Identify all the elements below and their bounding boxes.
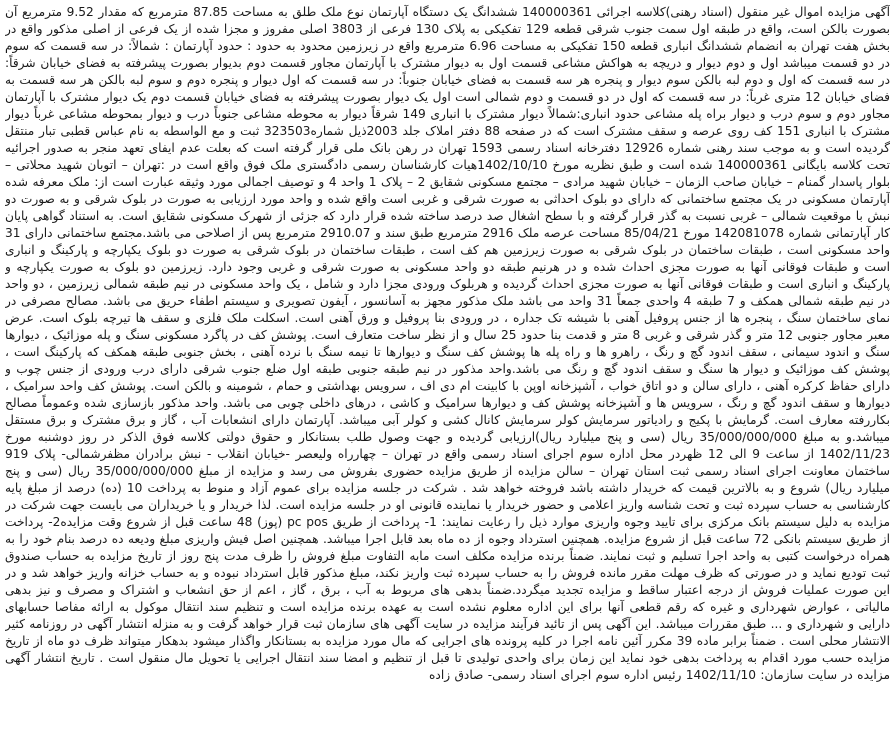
auction-notice-body: آگهی مزایده اموال غیر منقول (اسناد رهنی)کلاسه اجرائی 140000361 ششدانگ یک دستگاه آپارتمان نوع ملک طلق به مساحت 87.85 مترمربع که مقدار 9.52 مترمربع آن بصورت بالکن است، واقع در طبقه اول سمت جنوب شرقی قطعه 129 تفکیکی به پلاک 130 فرعی از 3803 اصلی مفروز و مجزا شده از یک فرعی از اصلی مذکور واقع در بخش هفت تهران به انضمام ششدانگ انباری قطعه 150 تفکیکی به مساحت 6.96 مترمربع واقع در زیرزمین محدود به حدود : حدود آپارتمان : شمالاً: در سه قسمت که سوم در دو قسمت میباشد اول و دوم دیوار و دریچه به هواکش مشاعی قسمت اول به دیوار مشترک با آپارتمان مجاور قسمت دوم بدیوار بصورت پیشرفته به فضای خیابان شرقاً: در سه قسمت که اول و دوم لبه بالکن سوم دیوار و پنجره هر سه قسمت به فضای خیابان جنوباً: در سه قسمت که اول دیوار و پنجره دوم و سوم لبه بالکن هر سه قسمت به فضای خیابان 12 متری غرباً: در سه قسمت که اول در دو قسمت و دوم شمالی است اول یک دیوار بصورت پیشرفته به فضای خیابان قسمت دوم یک دیوار مشترک با آپارتمان مجاور دوم و سوم درب و دیوار براه پله مشاعی حدود انباری:شمالاً دیوار مشترک با انباری 149 شرقاً دیوار به محوطه مشاعی جنوباً درب و دیوار بمحوطه مشاعی غرباً دیوار مشترک با انباری 151 کف روی عرصه و سقف مشترک است که در صفحه 88 دفتر املاک جلد 2003ذیل شماره323503 ثبت و مع الواسطه به نام عباس قطبی تبار منتقل گردیده است و به موجب سند رهنی شماره 12926 دفترخانه اسناد رسمی 1593 تهران در رهن بانک ملی قرار گرفته است که بعلت عدم ایفای تعهد منجر به صدور اجرائیه تحت کلاسه بایگانی 140000361 شده است و طبق نظریه مورخ 1402/10/10هیات کارشناسان رسمی دادگستری ملک فوق واقع است در :تهران – اتوبان شهید محلاتی – بلوار پاسدار گمنام – خیابان صاحب الزمان – خیابان شهید مرادی – مجتمع مسکونی شقایق 2 – پلاک 1 واحد 4 و توصیف اجمالی مورد وثیقه عبارت است از: ملک معرفه شده آپارتمان مسکونی در یک مجتمع ساختمانی که دارای دو بلوک احداثی به صورت شرقی و غربی است واقع شده و واحد مورد ارزیابی به صورت در بلوک شرقی و به صورت دو نبش با موقعیت شمالی – غربی نسبت به گذر قرار گرفته و با سطح اشغال صد درصد ساخته شده قرار دارد که جزئی از شهرک مسکونی شقایق است. به استناد گواهی پایان کار آپارتمانی شماره 142081078 مورخ 85/04/21 مساحت عرصه ملک 2916 مترمربع طبق سند و 2910.07 مترمربع پس از اصلاحی می باشد.مجتمع ساختمانی دارای 31 واحد مسکونی است ، طبقات ساختمان در بلوک شرقی به صورت زیرزمین هم کف است ، طبقات ساختمان در بلوک شرقی به صورت دو بلوک یکپارچه و پارکینگ و انباری است و طبقات فوقانی آنها به صورت مجزی احداث شده و در هرنیم طبقه دو واحد مسکونی به صورت شرقی و غربی وجود دارد. زیرزمین دو بلوک به صورت یکپارچه و پارکینگ و انباری است و طبقات فوقانی آنها به صورت مجزی احداث گردیده و هربلوک ورودی مجزا دارد و شامل ، یک واحد مسکونی در نیم طبقه شمالی زیرزمین ، دو واحد در نیم طبقه شمالی همکف و 7 طبقه 4 واحدی جمعاً 31 واحد می باشد ملک مذکور مجهز به آسانسور ، آیفون تصویری و سیستم اطفاء حریق می باشد. مصالح مصرفی در نمای ساختمان سنگ ، پنجره ها از جنس پروفیل آهنی با شیشه تک جداره ، در ورودی بنا پروفیل و ورق آهنی است. اسکلت ملک فلزی و سقف ها تیرچه بلوک است. عرض معبر مجاور جنوبی 12 متر و گذر شرقی و غربی 8 متر و قدمت بنا حدود 25 سال و از نظر ساخت متعارف است. پوشش کف در پاگرد مسکونی سنگ و پله موزائیک ، دیوارها سنگ و اندود سیمانی ، سقف اندود گچ و رنگ ، راهرو ها و راه پله ها پوشش کف سنگ و دیوارها تا نیمه سنگ با نرده آهنی ، بخش جنوبی طبقه همکف که پارکینگ است ، پوشش کف موزائیک و دیوار ها سنگ و سقف اندود گچ و رنگ می باشد.واحد مذکور در نیم طبقه جنوبی طبقه اول ضلع جنوب شرقی دارای درب ورودی از جنس چوب و دارای حفاظ کرکره آهنی ، دارای سالن و دو اتاق خواب ، آشپزخانه اوپن با کابینت ام دی اف ، سرویس بهداشتی و حمام ، شومینه و بالکن است. پوشش کف واحد سرامیک ، دیوارها و سقف اندود گچ و رنگ ، سرویس ها و آشپزخانه پوشش کف و دیوارها سرامیک و کاشی ، درهای داخلی چوبی می باشد. واحد مذکور بازسازی شده وعموماً مصالح بکاررفته معارف است. گرمایش با پکیج و رادیاتور سرمایش کولر سرمایش کانال کشی و کولر آبی میباشد. آپارتمان دارای انشعابات آب ، گاز و برق مشترک و برق مستقل میباشد.و به مبلغ 35/000/000/000 ریال (سی و پنج میلیارد ریال)ارزیابی گردیده و جهت وصول طلب بستانکار و حقوق دولتی کلاسه فوق الذکر در روز دوشنبه مورخ 1402/11/23 از ساعت 9 الی 12 ظهردر محل اداره سوم اجرای اسناد رسمی واقع در تهران – چهارراه ولیعصر -خیابان انقلاب - نبش برادران مظفرشمالی- پلاک 919 ساختمان معاونت اجرای اسناد رسمی ثبت استان تهران – سالن مزایده از طریق مزایده حضوری بفروش می رسد و مزایده از مبلغ 35/000/000/000 ریال (سی و پنج میلیارد ریال) شروع و به بالاترین قیمت که خریدار داشته باشد فروخته خواهد شد . شرکت در جلسه مزایده برای عموم آزاد و منوط به پرداخت 10 (ده) درصد از مبلغ پایه کارشناسی به حساب سپرده ثبت و تحت شناسه واریز اعلامی و حضور خریدار یا نماینده قانونی او در جلسه مزایده است. لذا خریدار و یا خریداران می بایست جهت شرکت در مزایده به دلیل سیستم بانک مرکزی برای تایید وجوه واریزی موارد ذیل را رعایت نمایند: 1- پرداخت از طریق pc pos (پوز) 48 ساعت قبل از شروع وقت مزایده2- پرداخت از طریق سیستم بانکی 72 ساعت قبل از شروع مزایده. همچنین استرداد وجوه از ده ماه بعد قابل اجرا میباشد. همچنین اصل فیش واریزی مبلغ ودیعه ده درصد بنام خود را به همراه درخواست کتبی به واحد اجرا تسلیم و ثبت نمایند. ضمناً برنده مزایده مکلف است مابه التفاوت مبلغ فروش را ظرف مدت پنج روز از تاریخ مزایده به حساب صندوق ثبت تودیع نماید و در صورتی که ظرف مهلت مقرر مانده فروش را به حساب سپرده ثبت واریز نکند، مبلغ مذکور قابل استرداد نبوده و به حساب خزانه واریز خواهد شد و در این صورت عملیات فروش از درجه اعتبار ساقط و مزایده تجدید میگردد.ضمناً بدهی های مربوط به آب ، برق ، گاز ، اعم از حق انشعاب و اشتراک و مصرف و نیز بدهی مالیاتی ، عوارض شهرداری و غیره که رقم قطعی آنها برای این اداره معلوم نشده است به عهده برنده مزایده است و تنظیم سند انتقال موکول به ارائه مفاصا حسابهای دارایی و شهرداری و ... طبق مقررات میباشد. این آگهی پس از تائید فرآیند مزایده در سایت آگهی های سازمان ثبت قرار خواهد گرفت و به منزله انتشار آگهی در روزنامه کثیر الانتشار محلی است . ضمناً برابر ماده 39 مکرر آئین نامه اجرا در کلیه پرونده های اجرایی که مال مورد مزایده به بستانکار واگذار میشود بدهکار میتواند ظرف دو ماه از تاریخ مزایده حسب مورد اقدام به پرداخت بدهی خود نماید این زمان برای واحدی تولیدی تا قبل از تنظیم و امضا سند انتقال اجرایی یا تحویل مال منقول است . تاریخ انتشار آگهی مزایده در سایت سازمان: 1402/11/10 رئیس اداره سوم اجرای اسناد رسمی- صادق زاده bbox=[5, 5, 890, 682]
